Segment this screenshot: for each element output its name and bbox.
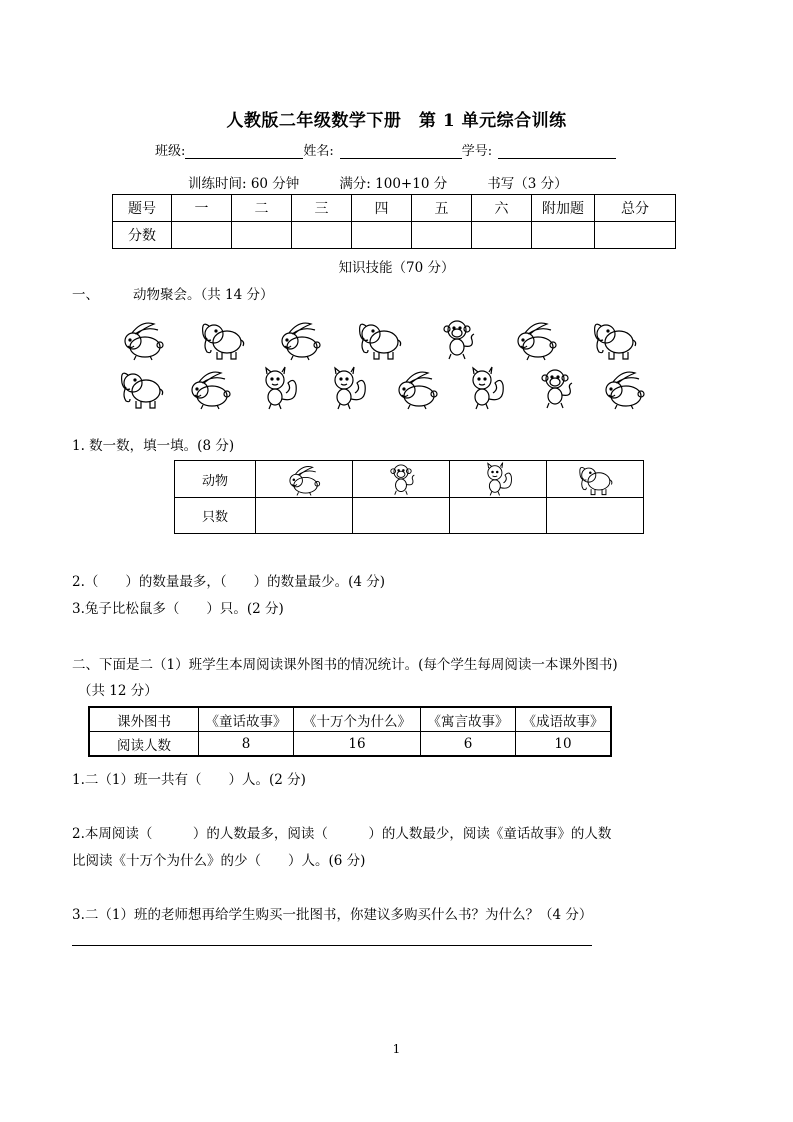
- elephant-icon: [575, 461, 615, 497]
- part2-q2-line2: 比阅读《十万个为什么》的少（ ）人。(6 分): [72, 853, 366, 869]
- reading-header-cell: 课外图书: [89, 707, 199, 732]
- part2-q2-line1: 2.本周阅读（ ）的人数最多，阅读（ ）的人数最少，阅读《童话故事》的人数: [72, 826, 612, 842]
- animal-row-label: 动物: [175, 461, 256, 498]
- id-field[interactable]: [498, 144, 616, 159]
- elephant-icon: [199, 316, 245, 362]
- part1-title: 动物聚会。（共 14 分）: [133, 287, 274, 303]
- score-header-cell: 三: [292, 195, 352, 222]
- score-header-cell: 二: [232, 195, 292, 222]
- name-field[interactable]: [340, 144, 462, 159]
- name-label: 姓名:: [303, 144, 334, 159]
- reading-count-row: [89, 732, 611, 757]
- score-table-row: [113, 222, 676, 249]
- rabbit-icon: [277, 316, 323, 362]
- animal-count-table: [174, 460, 644, 534]
- writing-score: 书写（3 分）: [487, 176, 568, 192]
- score-cell[interactable]: [595, 222, 676, 249]
- score-table-header: [113, 195, 676, 222]
- page-number: 1: [392, 1042, 401, 1056]
- rabbit-icon: [394, 365, 440, 411]
- exam-time: 训练时间: 60 分钟: [188, 176, 300, 192]
- squirrel-cell: [450, 461, 547, 498]
- score-cell[interactable]: [352, 222, 412, 249]
- rabbit-icon: [187, 365, 233, 411]
- score-header-cell: 附加题: [532, 195, 595, 222]
- monkey-icon: [434, 316, 480, 362]
- rabbit-icon: [513, 316, 559, 362]
- reading-value: 6: [421, 732, 516, 757]
- part1-q1: 1. 数一数，填一填。(8 分): [72, 438, 235, 454]
- squirrel-icon: [256, 365, 302, 411]
- student-info: [155, 140, 616, 159]
- answer-line[interactable]: [72, 945, 592, 946]
- rabbit-cell: [256, 461, 353, 498]
- count-row-label: 只数: [175, 498, 256, 534]
- count-cell[interactable]: [547, 498, 644, 534]
- score-header-cell: 一: [172, 195, 232, 222]
- reading-value: 16: [294, 732, 421, 757]
- score-cell[interactable]: [292, 222, 352, 249]
- full-score: 满分: 100+10 分: [339, 176, 448, 192]
- score-table: [112, 194, 676, 249]
- reading-header-cell: 《童话故事》: [199, 707, 294, 732]
- squirrel-icon: [325, 365, 371, 411]
- rabbit-icon: [601, 365, 647, 411]
- monkey-icon: [532, 365, 578, 411]
- part2-heading: 二、下面是二（1）班学生本周阅读课外图书的情况统计。(每个学生每周阅读一本课外图书): [72, 657, 618, 673]
- score-cell[interactable]: [172, 222, 232, 249]
- score-cell[interactable]: [412, 222, 472, 249]
- score-cell[interactable]: [232, 222, 292, 249]
- animal-row: [175, 461, 644, 498]
- part2-heading-2: （共 12 分）: [78, 683, 158, 699]
- part1-heading: [72, 283, 274, 303]
- reading-table: [88, 706, 612, 757]
- part1-q2: 2.（ ）的数量最多，（ ）的数量最少。(4 分): [72, 574, 386, 590]
- reading-header-row: [89, 707, 611, 732]
- monkey-cell: [353, 461, 450, 498]
- score-row-label: 分数: [113, 222, 172, 249]
- score-cell[interactable]: [532, 222, 595, 249]
- id-label: 学号:: [461, 144, 493, 159]
- rabbit-icon: [284, 461, 324, 497]
- count-row: [175, 498, 644, 534]
- page-title: 人教版二年级数学下册 第 1 单元综合训练: [226, 111, 567, 131]
- squirrel-icon: [463, 365, 509, 411]
- elephant-icon: [591, 316, 637, 362]
- exam-meta: [188, 172, 568, 192]
- reading-header-cell: 《成语故事》: [516, 707, 612, 732]
- reading-row-label: 阅读人数: [89, 732, 199, 757]
- score-header-cell: 四: [352, 195, 412, 222]
- squirrel-icon: [478, 461, 518, 497]
- elephant-icon: [356, 316, 402, 362]
- elephant-icon: [118, 365, 164, 411]
- elephant-cell: [547, 461, 644, 498]
- rabbit-icon: [120, 316, 166, 362]
- part1-number: 一、: [72, 287, 99, 303]
- score-header-cell: 六: [472, 195, 532, 222]
- score-header-cell: 总分: [595, 195, 676, 222]
- section-knowledge: 知识技能（70 分）: [338, 260, 455, 276]
- part1-q3: 3.兔子比松鼠多（ ）只。(2 分): [72, 601, 284, 617]
- score-cell[interactable]: [472, 222, 532, 249]
- monkey-icon: [381, 461, 421, 497]
- count-cell[interactable]: [256, 498, 353, 534]
- class-field[interactable]: [185, 144, 303, 159]
- class-label: 班级:: [155, 144, 186, 159]
- reading-header-cell: 《寓言故事》: [421, 707, 516, 732]
- score-header-cell: 题号: [113, 195, 172, 222]
- score-header-cell: 五: [412, 195, 472, 222]
- part2-q3: 3.二（1）班的老师想再给学生购买一批图书，你建议多购买什么书？为什么？（4 分）: [72, 907, 593, 923]
- reading-header-cell: 《十万个为什么》: [294, 707, 421, 732]
- reading-value: 10: [516, 732, 612, 757]
- part2-q1: 1.二（1）班一共有（ ）人。(2 分): [72, 772, 306, 788]
- count-cell[interactable]: [353, 498, 450, 534]
- count-cell[interactable]: [450, 498, 547, 534]
- reading-value: 8: [199, 732, 294, 757]
